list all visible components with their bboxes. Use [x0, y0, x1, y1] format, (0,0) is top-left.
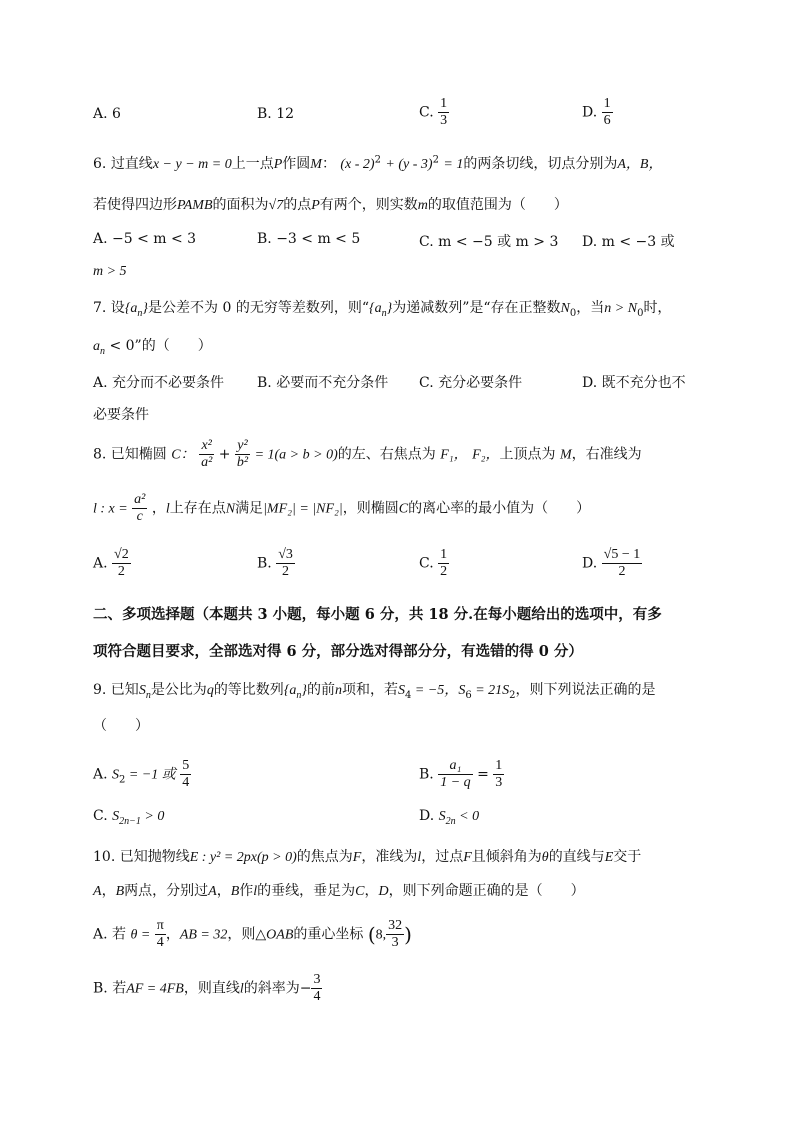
option-label: A. — [93, 766, 108, 783]
fraction-denominator: 4 — [156, 935, 164, 950]
q8-line-2 — [93, 492, 590, 525]
text: 是公差不为 0 的无穷等差数列，则“ — [148, 300, 369, 316]
text: ， — [151, 500, 166, 517]
option-text: A. −5 < m < 3 — [93, 231, 197, 247]
fraction — [602, 96, 613, 129]
text: 的直线与 — [548, 849, 605, 865]
fraction — [602, 547, 643, 580]
math: n — [296, 689, 302, 701]
math: l — [165, 501, 170, 517]
option-label: A. — [93, 555, 108, 572]
math: 2n — [445, 815, 456, 827]
math: } — [142, 301, 149, 316]
fraction-denominator: 2 — [618, 564, 626, 579]
math: l — [253, 884, 258, 899]
math: PAMB — [177, 198, 213, 213]
math: AF = 4FB — [126, 981, 184, 997]
question-number: 6. — [93, 156, 107, 172]
fraction-denominator: a² — [201, 455, 213, 470]
math: n > N — [604, 301, 638, 316]
text: 的面积为 — [212, 197, 269, 213]
fraction-denominator: c — [136, 509, 143, 524]
fraction — [235, 438, 250, 471]
math: B — [115, 884, 125, 899]
fraction — [438, 547, 449, 580]
math: M — [310, 157, 322, 172]
math: = 21S — [471, 683, 510, 698]
math: } — [301, 683, 308, 698]
math: E — [604, 850, 614, 865]
q9-line-1 — [93, 679, 656, 701]
math: A — [208, 884, 217, 899]
q9-line-2 — [93, 715, 149, 735]
math: S — [458, 683, 466, 698]
math: √7 — [268, 198, 284, 213]
text: ，则直线 — [183, 980, 240, 997]
text: 为递减数列”是“存在正整数 — [392, 300, 561, 316]
math: A — [93, 884, 102, 899]
q9-option-a — [93, 758, 191, 791]
math: N — [560, 301, 570, 316]
math: 2n−1 — [119, 815, 141, 827]
text: 的两条切线，切点分别为 — [463, 156, 618, 172]
fraction-denominator: 3 — [495, 775, 503, 790]
q6-option-c — [419, 231, 558, 251]
math: > 0 — [140, 809, 165, 824]
fraction-numerator: √5 − 1 — [603, 547, 641, 562]
text: 时， — [643, 300, 672, 316]
text: ，则下列命题正确的是（ ） — [388, 883, 585, 899]
text: 9. 已知 — [93, 682, 139, 698]
math: P — [311, 198, 320, 213]
q8-option-b — [257, 547, 295, 580]
option-text: B. 12 — [257, 106, 295, 122]
q7-line-1 — [93, 297, 671, 319]
q9-option-c — [93, 808, 164, 827]
q7-option-d — [582, 372, 686, 392]
text: ， — [364, 883, 379, 899]
math: C — [355, 884, 365, 899]
option-text: C. 充分必要条件 — [419, 375, 523, 391]
math: = 1 — [443, 157, 464, 172]
text: 的前 — [307, 682, 336, 698]
q9-option-d — [419, 808, 479, 827]
math: q — [206, 683, 214, 698]
left-paren: ( — [367, 922, 376, 947]
math: 2 — [432, 154, 439, 166]
option-label: B. — [257, 555, 272, 572]
fraction-numerator: 1 — [603, 96, 611, 111]
math: 2 — [119, 774, 126, 786]
text: ，则 — [227, 926, 256, 943]
text: 的点 — [283, 197, 312, 213]
fraction — [180, 758, 191, 791]
text: 上顶点为 — [499, 446, 556, 463]
math: F — [463, 850, 472, 865]
fraction-denominator: 3 — [391, 935, 399, 950]
text: 项和，若 — [342, 682, 399, 698]
text: ，则椭圆 — [342, 500, 399, 517]
math: n — [381, 307, 387, 319]
fraction-numerator: 3 — [313, 972, 321, 987]
q5-option-d — [582, 96, 613, 129]
math: M — [559, 447, 572, 463]
option-label: C. — [419, 104, 434, 121]
math: D — [378, 884, 389, 899]
math: − — [299, 980, 312, 997]
math: = — [477, 766, 489, 783]
fraction-denominator: 3 — [440, 113, 448, 128]
fraction — [155, 918, 166, 951]
math: △OAB — [255, 927, 294, 943]
math: {a — [124, 301, 138, 316]
section-heading-line-1 — [93, 603, 662, 624]
fraction-numerator: 32 — [388, 918, 403, 933]
heading-text: 项符合题目要求，全部选对得 6 分，部分选对得部分分，有选错的得 0 分） — [93, 643, 583, 660]
math: θ — [541, 850, 549, 865]
option-text: B. −3 < m < 5 — [257, 231, 361, 247]
option-label: C. — [419, 555, 434, 572]
text: ，则下列说法正确的是 — [515, 682, 656, 698]
text: 的取值范围为（ ） — [427, 197, 568, 213]
math: n — [145, 689, 151, 701]
math: n — [335, 683, 343, 698]
fraction-numerator: π — [156, 918, 164, 933]
fraction-denominator: 2 — [117, 564, 125, 579]
math: 8, — [375, 927, 387, 943]
text: 7. 设 — [93, 300, 125, 316]
q10-line-1 — [93, 846, 641, 866]
text: 若使得四边形 — [93, 197, 177, 213]
q6-option-d — [582, 231, 675, 251]
option-text: A. 6 — [93, 106, 121, 122]
option-text: B. 必要而不充分条件 — [257, 375, 389, 391]
text: ： — [321, 156, 336, 172]
q7-option-c — [419, 372, 522, 392]
text: ，当 — [576, 300, 605, 316]
math: F — [352, 850, 362, 865]
q8-line-1 — [93, 438, 642, 471]
math: A，B， — [617, 157, 663, 172]
math: 0 — [569, 307, 577, 319]
q8-option-c — [419, 547, 449, 580]
q6-line-1 — [93, 153, 662, 173]
q6-option-a — [93, 231, 196, 247]
text: ，右准线为 — [571, 446, 642, 463]
text: ， — [101, 883, 116, 899]
text: 是公比为 — [150, 682, 207, 698]
text: 8. 已知椭圆 — [93, 446, 167, 463]
math: |MF₂| = |NF₂| — [263, 501, 343, 517]
option-text: D. 既不充分也不 — [582, 375, 686, 391]
math: S — [112, 767, 120, 783]
heading-text: 二、多项选择题（本题共 3 小题，每小题 6 分，共 18 分.在每小题给出的选项中，有多 — [93, 606, 662, 623]
fraction — [438, 758, 472, 791]
fraction-numerator: y² — [235, 438, 250, 455]
q5-option-c — [419, 96, 449, 129]
text: 10. 已知抛物线 — [93, 849, 190, 865]
fraction — [493, 758, 504, 791]
q6-line-2 — [93, 194, 568, 214]
math: E : y² = 2px(p > 0) — [189, 850, 297, 865]
fraction-denominator: b² — [236, 455, 249, 470]
math: (x - 2) — [340, 157, 375, 172]
text: B. 若 — [93, 980, 127, 997]
fraction-numerator: 1 — [495, 758, 503, 773]
option-text: A. 充分而不必要条件 — [93, 375, 225, 391]
q6-option-b — [257, 231, 360, 247]
text: 的焦点为 — [296, 849, 353, 865]
fraction-numerator: √2 — [114, 547, 129, 562]
q7-option-a — [93, 372, 224, 392]
text: 上存在点 — [169, 500, 226, 517]
q10-option-a — [93, 918, 412, 951]
math: = −5， — [411, 683, 459, 698]
math: 2 — [374, 154, 381, 166]
text: < 0”的（ ） — [105, 338, 212, 354]
option-text: m > 5 — [93, 264, 127, 279]
text: ，准线为 — [361, 849, 418, 865]
q8-option-d — [582, 547, 642, 580]
math: 0 — [637, 307, 644, 319]
math: S — [438, 809, 446, 824]
math: } — [386, 301, 393, 316]
text: 两点，分别过 — [124, 883, 209, 899]
option-text: D. m < −3 或 — [582, 234, 675, 250]
math: = 1(a > b > 0) — [254, 447, 338, 463]
math: 2 — [509, 689, 516, 701]
fraction-numerator: 5 — [182, 758, 190, 773]
math: C — [398, 501, 409, 517]
q10-option-b — [93, 972, 322, 1005]
math: F₂， — [472, 447, 500, 463]
fraction-denominator: 2 — [440, 564, 448, 579]
math: S — [112, 809, 120, 824]
q7-option-b — [257, 372, 388, 392]
text: 的离心率的最小值为（ ） — [408, 500, 591, 517]
math: 4 — [405, 689, 412, 701]
text: 作 — [239, 883, 254, 899]
q5-option-a — [93, 106, 121, 122]
q10-line-2 — [93, 880, 585, 900]
math: AB = 32 — [179, 927, 228, 943]
fraction-denominator: 6 — [603, 113, 611, 128]
fraction-denominator: 4 — [313, 989, 321, 1004]
q6-option-d-continued — [93, 263, 127, 280]
fraction-numerator: a₁ — [438, 758, 472, 775]
text: （ ） — [93, 718, 149, 734]
option-text: C. m < −5 或 m > 3 — [419, 234, 559, 250]
fraction-numerator: 1 — [440, 96, 448, 111]
math: n — [100, 345, 105, 357]
math: P — [273, 157, 283, 172]
q8-option-a — [93, 547, 131, 580]
math: l — [417, 850, 422, 865]
option-label: D. — [419, 808, 435, 824]
math: a — [93, 339, 100, 354]
math: < 0 — [455, 809, 480, 824]
fraction-numerator: √3 — [278, 547, 293, 562]
right-paren: ) — [404, 922, 412, 947]
fraction-numerator: a² — [134, 492, 146, 507]
q9-option-b — [419, 758, 504, 791]
fraction — [276, 547, 295, 580]
math: + (y - 3) — [385, 157, 433, 172]
text: 过直线 — [110, 156, 153, 172]
math: C： — [171, 447, 195, 463]
section-heading-line-2 — [93, 640, 583, 661]
q7-option-d-continued — [93, 404, 149, 424]
fraction — [311, 972, 322, 1005]
fraction-numerator: 1 — [440, 547, 448, 562]
text: ， — [216, 883, 231, 899]
math: {a — [283, 683, 297, 698]
text: 的重心坐标 — [293, 926, 364, 943]
text: A. 若 — [93, 926, 127, 943]
math: S — [138, 683, 146, 698]
fraction — [112, 547, 131, 580]
fraction — [199, 438, 214, 471]
math: N — [225, 501, 236, 517]
fraction — [132, 492, 147, 525]
q7-line-2 — [93, 335, 212, 357]
text: 交于 — [613, 849, 642, 865]
text: 的左、右焦点为 — [337, 446, 436, 463]
text: 的垂线，垂足为 — [257, 883, 356, 899]
q5-option-b — [257, 106, 294, 122]
option-text: 必要条件 — [93, 407, 149, 423]
fraction-numerator: x² — [199, 438, 214, 455]
option-label: C. — [93, 808, 108, 824]
fraction-denominator: 4 — [182, 775, 190, 790]
math: {a — [369, 301, 382, 316]
text: 上一点 — [231, 156, 274, 172]
option-label: D. — [582, 555, 598, 572]
math: B — [230, 884, 240, 899]
text: 满足 — [235, 500, 264, 517]
math: m — [417, 198, 428, 213]
text: 有两个，则实数 — [319, 197, 418, 213]
text: 作圆 — [282, 156, 311, 172]
math: 6 — [465, 689, 472, 701]
fraction-denominator: 2 — [282, 564, 290, 579]
fraction-denominator: 1 − q — [440, 775, 471, 790]
math: S — [398, 683, 406, 698]
math: + — [218, 446, 231, 463]
option-label: D. — [582, 104, 598, 121]
text: ， — [165, 926, 180, 943]
fraction — [386, 918, 404, 951]
math: = −1 或 — [125, 767, 176, 783]
text: 的斜率为 — [243, 980, 300, 997]
text: ，过点 — [421, 849, 464, 865]
text: 且倾斜角为 — [471, 849, 542, 865]
math: F₁， — [440, 447, 468, 463]
math: l — [239, 981, 244, 997]
math: θ = — [130, 927, 151, 943]
fraction — [438, 96, 449, 129]
math: n — [137, 307, 143, 319]
math: x − y − m = 0 — [152, 157, 232, 172]
option-label: B. — [419, 766, 434, 783]
text: 的等比数列 — [213, 682, 284, 698]
math: l : x = — [93, 501, 128, 517]
